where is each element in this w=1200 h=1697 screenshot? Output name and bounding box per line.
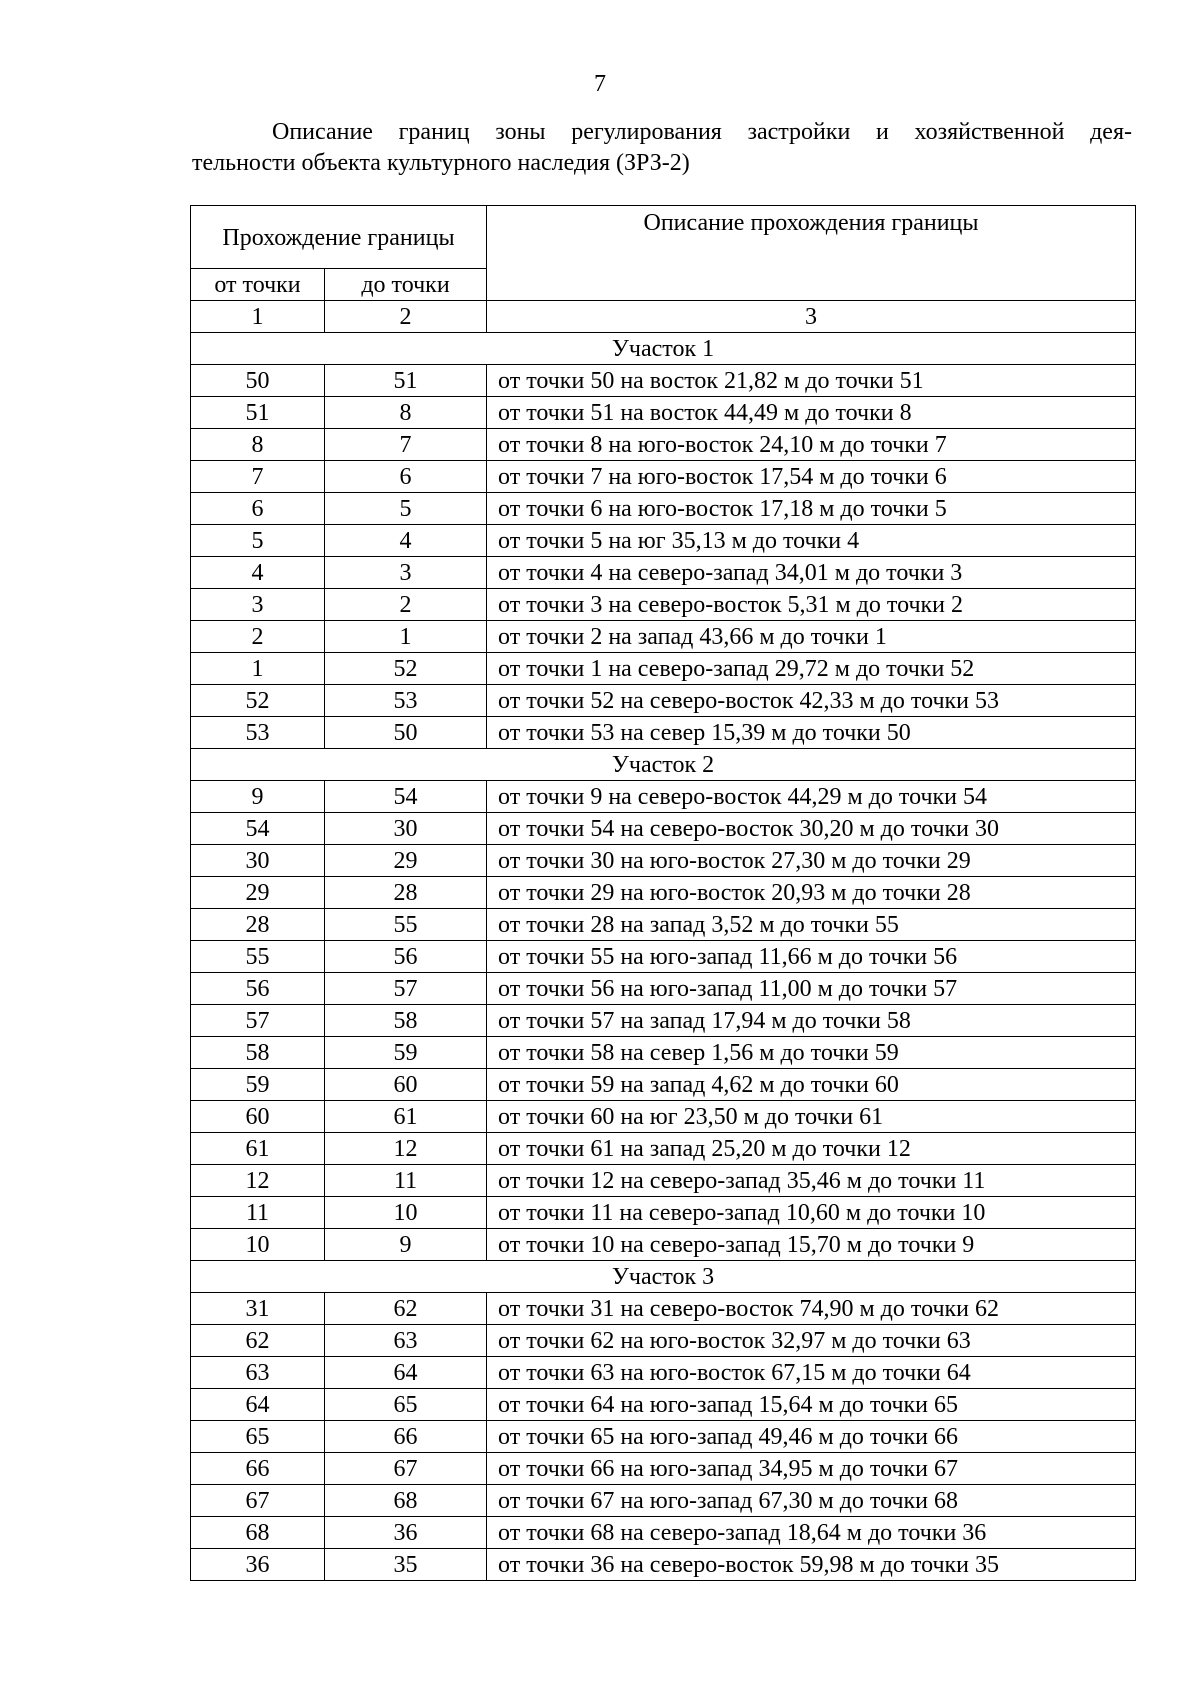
table-row bbox=[191, 653, 1136, 685]
cell-to-point: 64 bbox=[325, 1357, 487, 1389]
cell-description: от точки 5 на юг 35,13 м до точки 4 bbox=[487, 525, 1136, 557]
cell-description: от точки 60 на юг 23,50 м до точки 61 bbox=[487, 1101, 1136, 1133]
table-row bbox=[191, 1197, 1136, 1229]
table-row bbox=[191, 1165, 1136, 1197]
cell-to-point: 28 bbox=[325, 877, 487, 909]
cell-to-point: 50 bbox=[325, 717, 487, 749]
table-row bbox=[191, 941, 1136, 973]
table-row bbox=[191, 1101, 1136, 1133]
cell-to-point: 68 bbox=[325, 1485, 487, 1517]
table-header-row bbox=[191, 206, 1136, 269]
cell-description: от точки 6 на юго-восток 17,18 м до точки 5 bbox=[487, 493, 1136, 525]
heading-line-1: Описание границ зоны регулирования застройки и хозяйственной дея- bbox=[272, 119, 1132, 145]
cell-to-point: 36 bbox=[325, 1517, 487, 1549]
cell-from-point: 6 bbox=[191, 493, 325, 525]
cell-description: от точки 3 на северо-восток 5,31 м до точки 2 bbox=[487, 589, 1136, 621]
cell-to-point: 62 bbox=[325, 1293, 487, 1325]
cell-to-point: 51 bbox=[325, 365, 487, 397]
cell-from-point: 31 bbox=[191, 1293, 325, 1325]
table-row bbox=[191, 1389, 1136, 1421]
header-passage: Прохождение границы bbox=[191, 206, 487, 269]
heading-line-2: тельности объекта культурного наследия (ЗРЗ-2) bbox=[192, 150, 690, 176]
cell-description: от точки 67 на юго-запад 67,30 м до точки 68 bbox=[487, 1485, 1136, 1517]
cell-description: от точки 52 на северо-восток 42,33 м до точки 53 bbox=[487, 685, 1136, 717]
cell-to-point: 4 bbox=[325, 525, 487, 557]
cell-to-point: 66 bbox=[325, 1421, 487, 1453]
table-row bbox=[191, 365, 1136, 397]
section-row bbox=[191, 749, 1136, 781]
header-to-point: до точки bbox=[325, 269, 487, 301]
cell-from-point: 10 bbox=[191, 1229, 325, 1261]
cell-from-point: 52 bbox=[191, 685, 325, 717]
table-row bbox=[191, 1453, 1136, 1485]
cell-description: от точки 29 на юго-восток 20,93 м до точки 28 bbox=[487, 877, 1136, 909]
cell-from-point: 60 bbox=[191, 1101, 325, 1133]
table-row bbox=[191, 1293, 1136, 1325]
cell-to-point: 61 bbox=[325, 1101, 487, 1133]
cell-from-point: 28 bbox=[191, 909, 325, 941]
cell-description: от точки 1 на северо-запад 29,72 м до точки 52 bbox=[487, 653, 1136, 685]
cell-from-point: 2 bbox=[191, 621, 325, 653]
table-row bbox=[191, 685, 1136, 717]
cell-description: от точки 57 на запад 17,94 м до точки 58 bbox=[487, 1005, 1136, 1037]
table-column-numbers-row bbox=[191, 301, 1136, 333]
cell-to-point: 65 bbox=[325, 1389, 487, 1421]
column-number-2: 2 bbox=[325, 301, 487, 333]
table-row bbox=[191, 1549, 1136, 1581]
cell-description: от точки 12 на северо-запад 35,46 м до точки 11 bbox=[487, 1165, 1136, 1197]
table-row bbox=[191, 1517, 1136, 1549]
cell-from-point: 30 bbox=[191, 845, 325, 877]
cell-to-point: 7 bbox=[325, 429, 487, 461]
cell-to-point: 9 bbox=[325, 1229, 487, 1261]
page-number: 7 bbox=[594, 71, 606, 97]
cell-from-point: 61 bbox=[191, 1133, 325, 1165]
cell-from-point: 8 bbox=[191, 429, 325, 461]
cell-from-point: 11 bbox=[191, 1197, 325, 1229]
cell-from-point: 64 bbox=[191, 1389, 325, 1421]
cell-from-point: 68 bbox=[191, 1517, 325, 1549]
cell-from-point: 3 bbox=[191, 589, 325, 621]
cell-description: от точки 4 на северо-запад 34,01 м до точки 3 bbox=[487, 557, 1136, 589]
cell-description: от точки 58 на север 1,56 м до точки 59 bbox=[487, 1037, 1136, 1069]
table-row bbox=[191, 1325, 1136, 1357]
table-row bbox=[191, 589, 1136, 621]
cell-to-point: 63 bbox=[325, 1325, 487, 1357]
cell-from-point: 1 bbox=[191, 653, 325, 685]
cell-from-point: 58 bbox=[191, 1037, 325, 1069]
cell-description: от точки 9 на северо-восток 44,29 м до точки 54 bbox=[487, 781, 1136, 813]
cell-to-point: 3 bbox=[325, 557, 487, 589]
cell-description: от точки 61 на запад 25,20 м до точки 12 bbox=[487, 1133, 1136, 1165]
cell-to-point: 60 bbox=[325, 1069, 487, 1101]
cell-from-point: 36 bbox=[191, 1549, 325, 1581]
cell-to-point: 10 bbox=[325, 1197, 487, 1229]
cell-description: от точки 64 на юго-запад 15,64 м до точки 65 bbox=[487, 1389, 1136, 1421]
section-title: Участок 1 bbox=[191, 333, 1136, 365]
cell-to-point: 30 bbox=[325, 813, 487, 845]
cell-to-point: 52 bbox=[325, 653, 487, 685]
table-row bbox=[191, 429, 1136, 461]
column-number-1: 1 bbox=[191, 301, 325, 333]
cell-description: от точки 28 на запад 3,52 м до точки 55 bbox=[487, 909, 1136, 941]
cell-description: от точки 65 на юго-запад 49,46 м до точки 66 bbox=[487, 1421, 1136, 1453]
section-row bbox=[191, 1261, 1136, 1293]
cell-description: от точки 68 на северо-запад 18,64 м до точки 36 bbox=[487, 1517, 1136, 1549]
cell-to-point: 12 bbox=[325, 1133, 487, 1165]
cell-description: от точки 62 на юго-восток 32,97 м до точки 63 bbox=[487, 1325, 1136, 1357]
cell-from-point: 12 bbox=[191, 1165, 325, 1197]
table-row bbox=[191, 1421, 1136, 1453]
cell-from-point: 65 bbox=[191, 1421, 325, 1453]
table-row bbox=[191, 1133, 1136, 1165]
section-title: Участок 2 bbox=[191, 749, 1136, 781]
cell-description: от точки 51 на восток 44,49 м до точки 8 bbox=[487, 397, 1136, 429]
cell-from-point: 51 bbox=[191, 397, 325, 429]
cell-from-point: 63 bbox=[191, 1357, 325, 1389]
cell-description: от точки 10 на северо-запад 15,70 м до точки 9 bbox=[487, 1229, 1136, 1261]
cell-to-point: 29 bbox=[325, 845, 487, 877]
cell-to-point: 6 bbox=[325, 461, 487, 493]
table-row bbox=[191, 1357, 1136, 1389]
table-row bbox=[191, 397, 1136, 429]
table-row bbox=[191, 845, 1136, 877]
header-description: Описание прохождения границы bbox=[487, 206, 1136, 301]
cell-to-point: 35 bbox=[325, 1549, 487, 1581]
cell-from-point: 56 bbox=[191, 973, 325, 1005]
cell-to-point: 8 bbox=[325, 397, 487, 429]
cell-to-point: 5 bbox=[325, 493, 487, 525]
table-row bbox=[191, 877, 1136, 909]
cell-from-point: 54 bbox=[191, 813, 325, 845]
cell-description: от точки 2 на запад 43,66 м до точки 1 bbox=[487, 621, 1136, 653]
cell-to-point: 67 bbox=[325, 1453, 487, 1485]
cell-description: от точки 56 на юго-запад 11,00 м до точки 57 bbox=[487, 973, 1136, 1005]
table-row bbox=[191, 909, 1136, 941]
cell-description: от точки 66 на юго-запад 34,95 м до точки 67 bbox=[487, 1453, 1136, 1485]
cell-description: от точки 36 на северо-восток 59,98 м до точки 35 bbox=[487, 1549, 1136, 1581]
table-row bbox=[191, 621, 1136, 653]
cell-to-point: 11 bbox=[325, 1165, 487, 1197]
table-row bbox=[191, 461, 1136, 493]
cell-from-point: 59 bbox=[191, 1069, 325, 1101]
cell-from-point: 5 bbox=[191, 525, 325, 557]
cell-from-point: 7 bbox=[191, 461, 325, 493]
cell-to-point: 59 bbox=[325, 1037, 487, 1069]
cell-from-point: 53 bbox=[191, 717, 325, 749]
table-row bbox=[191, 1229, 1136, 1261]
cell-description: от точки 63 на юго-восток 67,15 м до точки 64 bbox=[487, 1357, 1136, 1389]
cell-from-point: 29 bbox=[191, 877, 325, 909]
cell-description: от точки 50 на восток 21,82 м до точки 51 bbox=[487, 365, 1136, 397]
table-row bbox=[191, 1005, 1136, 1037]
table-row bbox=[191, 1485, 1136, 1517]
cell-from-point: 66 bbox=[191, 1453, 325, 1485]
cell-to-point: 53 bbox=[325, 685, 487, 717]
table-row bbox=[191, 973, 1136, 1005]
table-row bbox=[191, 1069, 1136, 1101]
cell-to-point: 55 bbox=[325, 909, 487, 941]
cell-description: от точки 11 на северо-запад 10,60 м до точки 10 bbox=[487, 1197, 1136, 1229]
section-title: Участок 3 bbox=[191, 1261, 1136, 1293]
boundary-table bbox=[190, 205, 1136, 1581]
cell-from-point: 55 bbox=[191, 941, 325, 973]
cell-to-point: 56 bbox=[325, 941, 487, 973]
cell-from-point: 50 bbox=[191, 365, 325, 397]
table-row bbox=[191, 781, 1136, 813]
cell-to-point: 54 bbox=[325, 781, 487, 813]
cell-description: от точки 55 на юго-запад 11,66 м до точки 56 bbox=[487, 941, 1136, 973]
cell-from-point: 57 bbox=[191, 1005, 325, 1037]
cell-description: от точки 54 на северо-восток 30,20 м до точки 30 bbox=[487, 813, 1136, 845]
cell-description: от точки 53 на север 15,39 м до точки 50 bbox=[487, 717, 1136, 749]
cell-description: от точки 59 на запад 4,62 м до точки 60 bbox=[487, 1069, 1136, 1101]
table-row bbox=[191, 1037, 1136, 1069]
cell-description: от точки 30 на юго-восток 27,30 м до точки 29 bbox=[487, 845, 1136, 877]
table-row bbox=[191, 493, 1136, 525]
table-row bbox=[191, 813, 1136, 845]
table-row bbox=[191, 717, 1136, 749]
cell-to-point: 1 bbox=[325, 621, 487, 653]
cell-to-point: 57 bbox=[325, 973, 487, 1005]
cell-description: от точки 8 на юго-восток 24,10 м до точки 7 bbox=[487, 429, 1136, 461]
table-row bbox=[191, 525, 1136, 557]
cell-from-point: 4 bbox=[191, 557, 325, 589]
cell-to-point: 2 bbox=[325, 589, 487, 621]
header-from-point: от точки bbox=[191, 269, 325, 301]
column-number-3: 3 bbox=[487, 301, 1136, 333]
cell-from-point: 9 bbox=[191, 781, 325, 813]
cell-to-point: 58 bbox=[325, 1005, 487, 1037]
cell-description: от точки 7 на юго-восток 17,54 м до точки 6 bbox=[487, 461, 1136, 493]
table-row bbox=[191, 557, 1136, 589]
cell-description: от точки 31 на северо-восток 74,90 м до точки 62 bbox=[487, 1293, 1136, 1325]
document-heading bbox=[192, 117, 1132, 179]
cell-from-point: 62 bbox=[191, 1325, 325, 1357]
cell-from-point: 67 bbox=[191, 1485, 325, 1517]
section-row bbox=[191, 333, 1136, 365]
